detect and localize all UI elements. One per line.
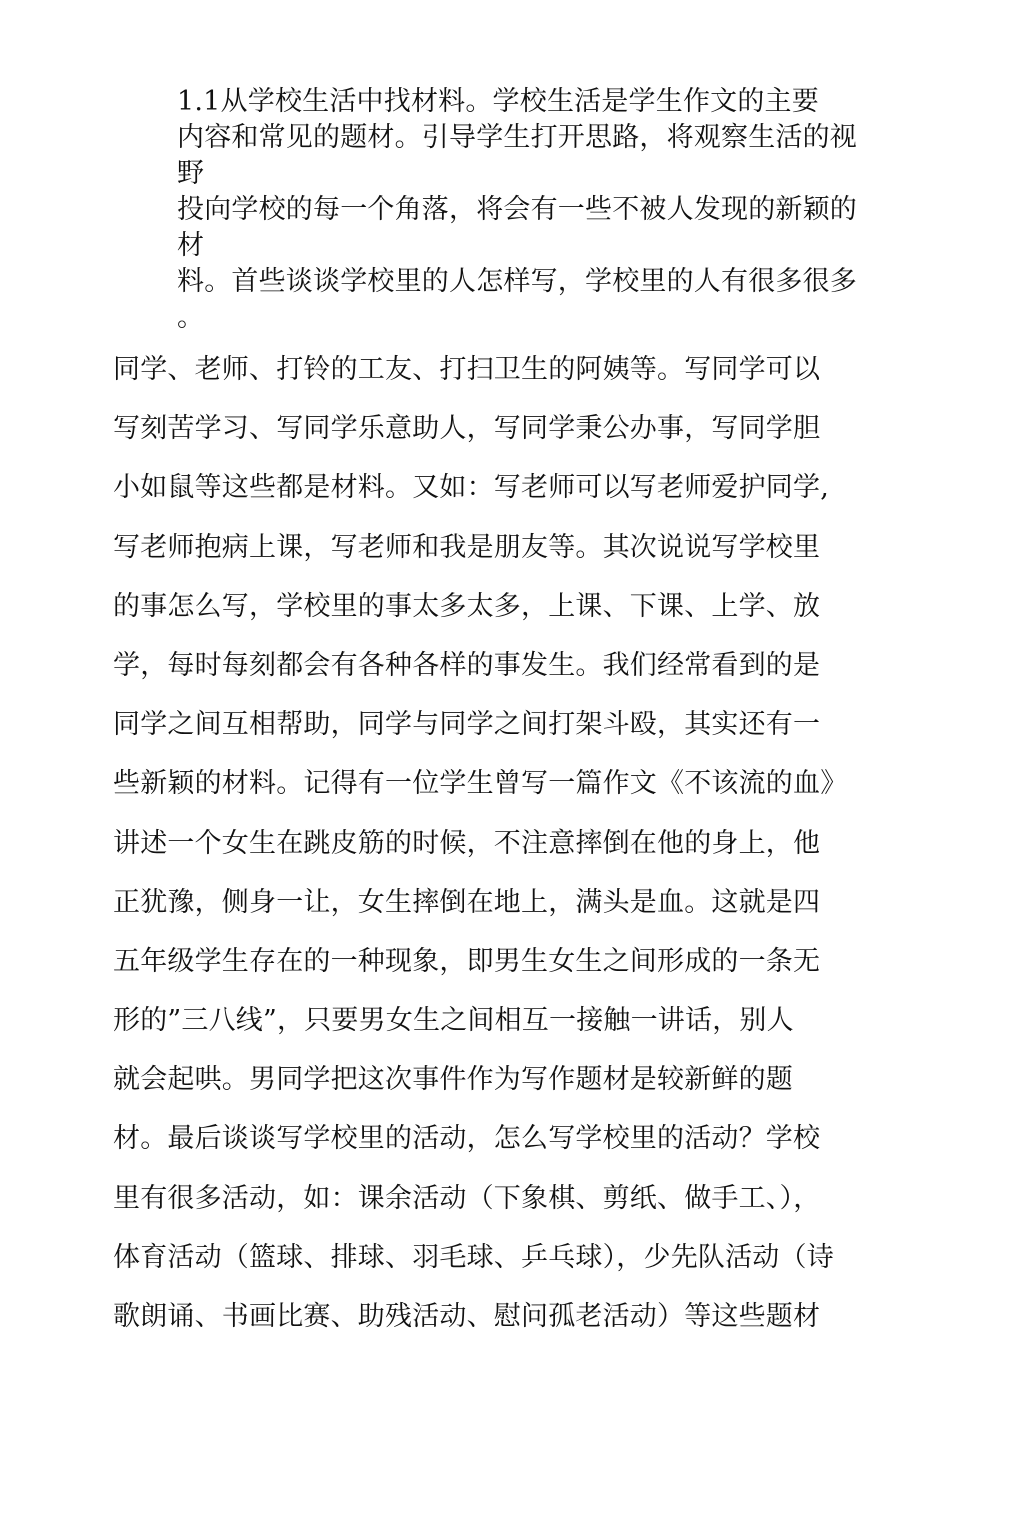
- body-line: 讲述一个女生在跳皮筋的时候，不注意摔倒在他的身上，他: [113, 827, 821, 859]
- body-paragraph: [113, 340, 913, 1346]
- body-line: 同学之间互相帮助，同学与同学之间打架斗殴，其实还有一: [113, 709, 821, 741]
- body-line: 里有很多活动，如：课余活动（下象棋、剪纸、做手工、），: [113, 1182, 821, 1214]
- body-line: 就会起哄。男同学把这次事件作为写作题材是较新鲜的题: [113, 1064, 793, 1096]
- intro-line: 内容和常见的题材。引导学生打开思路，将观察生活的视: [177, 122, 857, 153]
- body-line: 体育活动（篮球、排球、羽毛球、乒乓球），少先队活动（诗: [113, 1241, 834, 1273]
- intro-line: 材: [177, 230, 205, 261]
- body-line: 写刻苦学习、写同学乐意助人，写同学秉公办事，写同学胆: [113, 413, 821, 445]
- body-line: 正犹豫，侧身一让，女生摔倒在地上，满头是血。这就是四: [113, 886, 821, 918]
- intro-line: 1.1从学校生活中找材料。学校生活是学生作文的主要: [177, 86, 819, 117]
- body-line: 写老师抱病上课，写老师和我是朋友等。其次说说写学校里: [113, 531, 821, 563]
- intro-line: 。: [177, 302, 205, 333]
- body-line: 歌朗诵、书画比赛、助残活动、慰问孤老活动）等这些题材: [113, 1301, 821, 1332]
- intro-paragraph: [177, 84, 907, 336]
- body-line: 同学、老师、打铃的工友、打扫卫生的阿姨等。写同学可以: [113, 354, 821, 385]
- body-line: 材。最后谈谈写学校里的活动，怎么写学校里的活动？学校: [113, 1123, 821, 1155]
- body-line: 的事怎么写，学校里的事太多太多，上课、下课、上学、放: [113, 590, 821, 622]
- body-line: 些新颖的材料。记得有一位学生曾写一篇作文《不该流的血》: [113, 768, 848, 800]
- intro-line: 料。首些谈谈学校里的人怎样写，学校里的人有很多很多: [177, 266, 857, 297]
- body-line: 形的”三八线”，只要男女生之间相互一接触一讲话，别人: [113, 1005, 794, 1037]
- intro-line: 投向学校的每一个角落，将会有一些不被人发现的新颖的: [177, 194, 857, 225]
- intro-line: 野: [177, 158, 205, 189]
- body-line: 学，每时每刻都会有各种各样的事发生。我们经常看到的是: [113, 649, 821, 681]
- body-line: 小如鼠等这些都是材料。又如：写老师可以写老师爱护同学,: [113, 472, 829, 504]
- body-line: 五年级学生存在的一种现象，即男生女生之间形成的一条无: [113, 945, 821, 977]
